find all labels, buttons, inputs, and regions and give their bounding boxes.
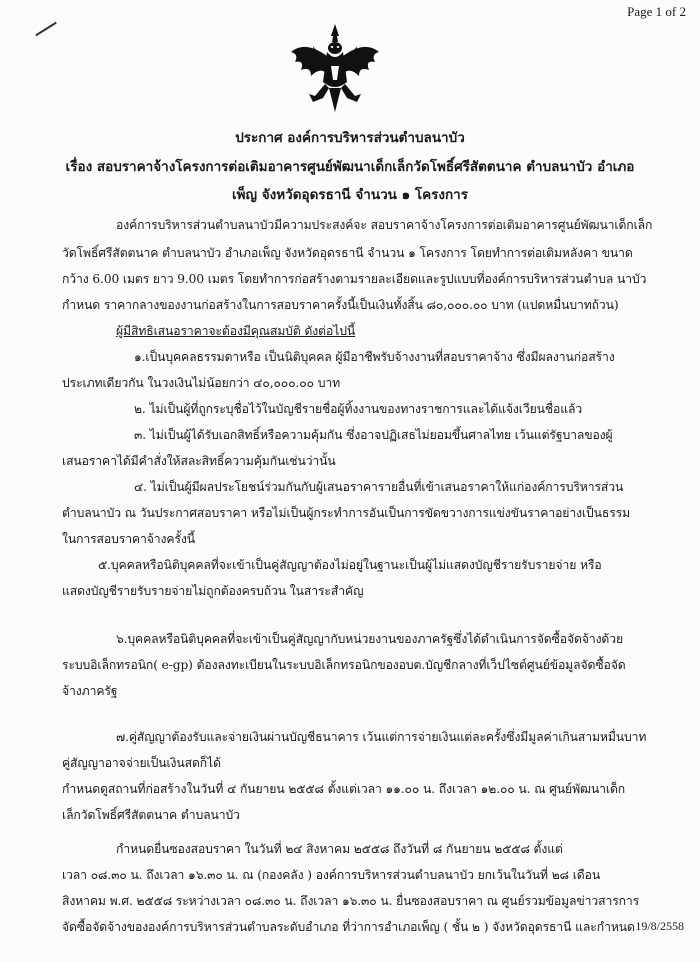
body-line: จัดซื้อจัดจ้างขององค์การบริหารส่วนตำบลระดับอำเภอ ที่ว่าการอำเภอเพ็ญ ( ชั้น ๒ ) จังหวัดอุดรธานี และกำหนด: [62, 920, 635, 934]
body-line: ในการสอบราคาจ้างครั้งนี้: [62, 532, 195, 546]
body-line: องค์การบริหารส่วนตำบลนาบัวมีความประสงค์จะ สอบราคาจ้างโครงการต่อเติมอาคารศูนย์พัฒนาเด็กเล็ก: [116, 218, 653, 232]
body-line: เล็กวัดโพธิ์ศรีสัตตนาค ตำบลนาบัว: [62, 808, 240, 822]
qualifications-heading: ผู้มีสิทธิเสนอราคาจะต้องมีคุณสมบัติ ดังต่อไปนี้: [116, 324, 356, 338]
body-line: ตำบลนาบัว ณ วันประกาศสอบราคา หรือไม่เป็นผู้กระทำการอันเป็นการขัดขวางการแข่งขันราคาอย่างเป็นธรรม: [62, 506, 631, 520]
body-line: เวลา ๐๘.๓๐ น. ถึงเวลา ๑๖.๓๐ น. ณ (กองคลัง ) องค์การบริหารส่วนตำบลนาบัว ยกเว้นในวันที่ ๒๘ เดือน: [62, 868, 601, 882]
page-number-label: Page 1 of 2: [627, 4, 686, 19]
qualification-item-4: ๔. ไม่เป็นผู้มีผลประโยชน์ร่วมกันกับผู้เสนอราคารายอื่นที่เข้าเสนอราคาให้แก่องค์การบริหารส่วน: [134, 480, 624, 494]
subject-line-1: เรื่อง สอบราคาจ้างโครงการต่อเติมอาคารศูนย์พัฒนาเด็กเล็กวัดโพธิ์ศรีสัตตนาค ตำบลนาบัว อำเภอ: [65, 159, 635, 175]
body-line: สิงหาคม พ.ศ. ๒๕๕๘ ระหว่างเวลา ๐๘.๓๐ น. ถึงเวลา ๑๖.๓๐ น. ยื่นซองสอบราคา ณ ศูนย์รวมข้อมูลข่าวสารการ: [62, 894, 640, 908]
body-line: ประเภทเดียวกัน ในวงเงินไม่น้อยกว่า ๔๐,๐๐๐.๐๐ บาท: [62, 376, 341, 390]
qualification-item-6: ๖.บุคคลหรือนิติบุคคลที่จะเข้าเป็นคู่สัญญากับหน่วยงานของภาครัฐซึ่งได้ดำเนินการจัดซื้อจัดจ้างด้วย: [116, 632, 624, 646]
body-line: เสนอราคาได้มีคำสั่งให้สละสิทธิ์ความคุ้มกันเช่นว่านั้น: [62, 454, 336, 468]
footer-date: 19/8/2558: [635, 919, 684, 933]
pen-mark: [35, 22, 56, 36]
qualification-item-1: ๑.เป็นบุคคลธรรมดาหรือ เป็นนิติบุคคล ผู้มีอาชีพรับจ้างงานที่สอบราคาจ้าง ซึ่งมีผลงานก่อสร้าง: [134, 350, 615, 364]
garuda-emblem-icon: [285, 22, 385, 114]
announcement-title: ประกาศ องค์การบริหารส่วนตำบลนาบัว: [235, 130, 465, 146]
subject-line-2: เพ็ญ จังหวัดอุดรธานี จำนวน ๑ โครงการ: [232, 187, 468, 203]
qualification-item-3: ๓. ไม่เป็นผู้ได้รับเอกสิทธิ์หรือความคุ้มกัน ซึ่งอาจปฏิเสธไม่ยอมขึ้นศาลไทย เว้นแต่รัฐบาลของผู้: [134, 428, 613, 442]
submission-line: กำหนดยื่นซองสอบราคา ในวันที่ ๒๔ สิงหาคม ๒๕๕๘ ถึงวันที่ ๘ กันยายน ๒๕๕๘ ตั้งแต่: [116, 842, 563, 856]
body-line: ระบบอิเล็กทรอนิก( e-gp) ต้องลงทะเบียนในระบบอิเล็กทรอนิกของอบต.บัญชีกลางที่เว็ปไซต์ศูนย์ข้อมูลจัดซื้อจัด: [62, 658, 626, 672]
qualification-item-5: ๕.บุคคลหรือนิติบุคคลที่จะเข้าเป็นคู่สัญญาต้องไม่อยู่ในฐานะเป็นผู้ไม่แสดงบัญชีรายรับรายจ่าย หรือ: [98, 558, 602, 572]
body-line: วัดโพธิ์ศรีสัตตนาค ตำบลนาบัว อำเภอเพ็ญ จังหวัดอุดรธานี จำนวน ๑ โครงการ โดยทำการต่อเติมหลังคา ขนาด: [62, 246, 633, 260]
qualification-item-7: ๗.คู่สัญญาต้องรับและจ่ายเงินผ่านบัญชีธนาคาร เว้นแต่การจ่ายเงินแต่ละครั้งซึ่งมีมูลค่าเกินสามหมื่นบาท: [116, 730, 647, 744]
body-line: จ้างภาครัฐ: [62, 684, 118, 698]
site-visit-line: กำหนดดูสถานที่ก่อสร้างในวันที่ ๔ กันยายน ๒๕๕๘ ตั้งแต่เวลา ๑๑.๐๐ น. ถึงเวลา ๑๒.๐๐ น. ณ ศูนย์พัฒนาเด็ก: [62, 782, 626, 796]
body-line: กำหนด ราคากลางของงานก่อสร้างในการสอบราคาครั้งนี้เป็นเงินทั้งสิ้น ๘๐,๐๐๐.๐๐ บาท (แปดหมื่นบาทถ้วน): [62, 298, 619, 312]
body-line: แสดงบัญชีรายรับรายจ่ายไม่ถูกต้องครบถ้วน ในสาระสำคัญ: [62, 584, 364, 598]
body-line: คู่สัญญาอาจจ่ายเป็นเงินสดก็ได้: [62, 756, 221, 770]
body-line: กว้าง 6.00 เมตร ยาว 9.00 เมตร โดยทำการก่อสร้างตามรายละเอียดและรูปแบบที่องค์การบริหารส่วนตำบล นาบัว: [62, 272, 647, 286]
qualification-item-2: ๒. ไม่เป็นผู้ที่ถูกระบุชื่อไว้ในบัญชีรายชื่อผู้ทิ้งงานของทางราชการและได้แจ้งเวียนชื่อแล้ว: [134, 402, 583, 416]
